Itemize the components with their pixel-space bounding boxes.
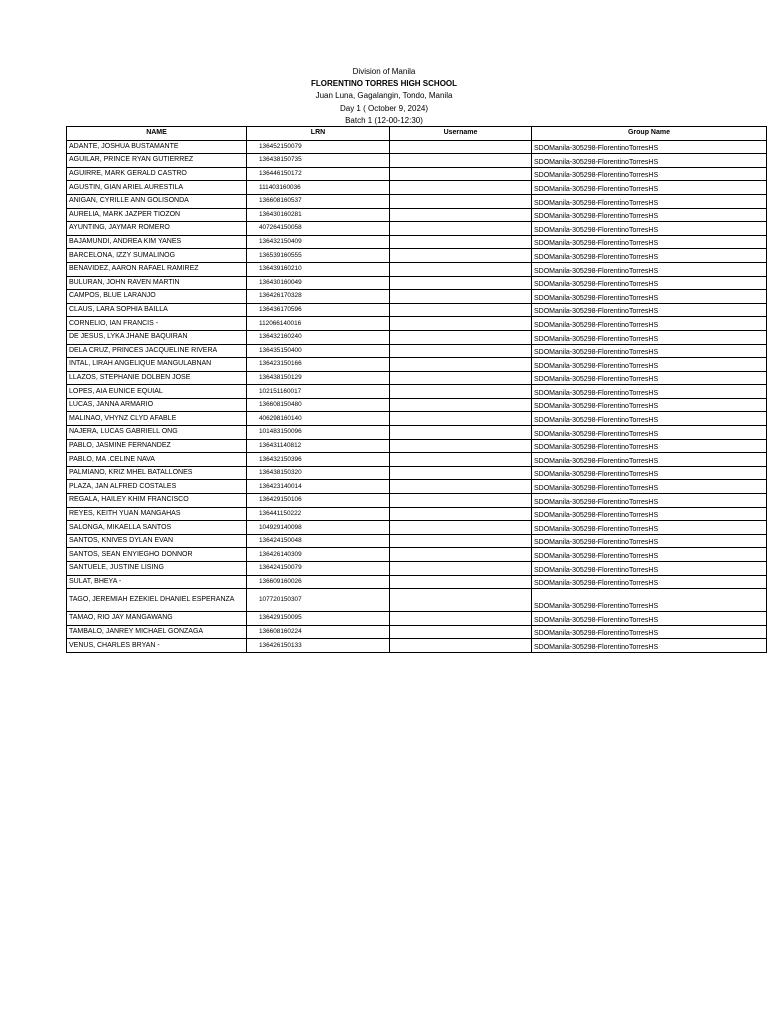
- table-row: [67, 330, 767, 344]
- table-row: [67, 317, 767, 331]
- lrn-cell: 102151160017: [247, 385, 390, 399]
- table-header-row: [67, 127, 767, 141]
- group-name-cell: SDOManila-305298-FlorentinoTorresHS: [532, 398, 767, 412]
- name-cell: PALMIANO, KRIZ MHEL BATALLONES: [67, 466, 247, 480]
- name-cell: ADANTE, JOSHUA BUSTAMANTE: [67, 140, 247, 154]
- name-cell: BENAVIDEZ, AARON RAFAEL RAMIREZ: [67, 262, 247, 276]
- username-cell: [390, 466, 532, 480]
- group-name-cell: SDOManila-305298-FlorentinoTorresHS: [532, 222, 767, 236]
- username-cell: [390, 194, 532, 208]
- username-cell: [390, 639, 532, 653]
- table-row: [67, 181, 767, 195]
- table-row: [67, 371, 767, 385]
- group-name-cell: SDOManila-305298-FlorentinoTorresHS: [532, 371, 767, 385]
- lrn-cell: 136423140014: [247, 480, 390, 494]
- group-name-cell: SDOManila-305298-FlorentinoTorresHS: [532, 426, 767, 440]
- username-cell: [390, 358, 532, 372]
- table-row: [67, 453, 767, 467]
- table-body: [67, 140, 767, 652]
- username-cell: [390, 344, 532, 358]
- lrn-cell: 136608150480: [247, 398, 390, 412]
- lrn-cell: 107720150307: [247, 589, 390, 612]
- lrn-cell: 136608160537: [247, 194, 390, 208]
- lrn-cell: 136432150409: [247, 235, 390, 249]
- lrn-cell: 101483150096: [247, 426, 390, 440]
- name-cell: TAMBALO, JANREY MICHAEL GONZAGA: [67, 625, 247, 639]
- name-cell: LUCAS, JANNA ARMARIO: [67, 398, 247, 412]
- username-cell: [390, 534, 532, 548]
- lrn-cell: 136446150172: [247, 167, 390, 181]
- table-row: [67, 154, 767, 168]
- name-cell: REGALA, HAILEY KHIM FRANCISCO: [67, 494, 247, 508]
- lrn-cell: 136431140812: [247, 439, 390, 453]
- group-name-cell: SDOManila-305298-FlorentinoTorresHS: [532, 534, 767, 548]
- group-name-cell: SDOManila-305298-FlorentinoTorresHS: [532, 480, 767, 494]
- table-row: [67, 589, 767, 612]
- group-name-cell: SDOManila-305298-FlorentinoTorresHS: [532, 276, 767, 290]
- group-name-cell: SDOManila-305298-FlorentinoTorresHS: [532, 385, 767, 399]
- table-row: [67, 194, 767, 208]
- name-cell: BARCELONA, IZZY SUMALINOG: [67, 249, 247, 263]
- division-title: Division of Manila: [352, 67, 416, 76]
- batch-label: Batch 1 (12-00-12:30): [345, 115, 423, 125]
- name-cell: SANTOS, SEAN ENYIEGHO DONNOR: [67, 548, 247, 562]
- username-cell: [390, 439, 532, 453]
- group-name-cell: SDOManila-305298-FlorentinoTorresHS: [532, 194, 767, 208]
- group-name-cell: SDOManila-305298-FlorentinoTorresHS: [532, 466, 767, 480]
- group-name-cell: SDOManila-305298-FlorentinoTorresHS: [532, 303, 767, 317]
- name-cell: DELA CRUZ, PRINCES JACQUELINE RIVERA: [67, 344, 247, 358]
- username-cell: [390, 589, 532, 612]
- name-cell: VENUS, CHARLES BRYAN -: [67, 639, 247, 653]
- lrn-cell: 136430160049: [247, 276, 390, 290]
- group-name-cell: SDOManila-305298-FlorentinoTorresHS: [532, 625, 767, 639]
- username-cell: [390, 453, 532, 467]
- lrn-cell: 136426150133: [247, 639, 390, 653]
- username-cell: [390, 507, 532, 521]
- username-cell: [390, 303, 532, 317]
- lrn-cell: 136608160224: [247, 625, 390, 639]
- lrn-cell: 136539160555: [247, 249, 390, 263]
- name-cell: SULAT, BHEYA -: [67, 575, 247, 589]
- group-name-cell: SDOManila-305298-FlorentinoTorresHS: [532, 575, 767, 589]
- username-cell: [390, 398, 532, 412]
- lrn-cell: 136432160240: [247, 330, 390, 344]
- name-cell: PABLO, MA .CELINE NAVA: [67, 453, 247, 467]
- username-cell: [390, 317, 532, 331]
- lrn-cell: 136426170328: [247, 290, 390, 304]
- name-cell: DE JESUS, LYKA JHANE BAQUIRAN: [67, 330, 247, 344]
- lrn-cell: 136609160026: [247, 575, 390, 589]
- username-cell: [390, 154, 532, 168]
- document-header: [0, 66, 768, 127]
- username-cell: [390, 222, 532, 236]
- lrn-cell: 136423150166: [247, 358, 390, 372]
- school-name: FLORENTINO TORRES HIGH SCHOOL: [310, 79, 458, 89]
- lrn-cell: 136439160210: [247, 262, 390, 276]
- lrn-cell: 104929140098: [247, 521, 390, 535]
- table-row: [67, 507, 767, 521]
- column-header-name: NAME: [67, 127, 247, 141]
- username-cell: [390, 235, 532, 249]
- name-cell: AURELIA, MARK JAZPER TIOZON: [67, 208, 247, 222]
- name-cell: ANIGAN, CYRILLE ANN GOLISONDA: [67, 194, 247, 208]
- table-row: [67, 235, 767, 249]
- column-header-lrn: LRN: [247, 127, 390, 141]
- lrn-cell: 136432150396: [247, 453, 390, 467]
- name-cell: LOPES, AIA EUNICE EQUIAL: [67, 385, 247, 399]
- lrn-cell: 136424150079: [247, 562, 390, 576]
- table-row: [67, 412, 767, 426]
- username-cell: [390, 167, 532, 181]
- username-cell: [390, 521, 532, 535]
- table-row: [67, 612, 767, 626]
- name-cell: PABLO, JASMINE FERNANDEZ: [67, 439, 247, 453]
- table-row: [67, 466, 767, 480]
- group-name-cell: SDOManila-305298-FlorentinoTorresHS: [532, 140, 767, 154]
- table-row: [67, 562, 767, 576]
- username-cell: [390, 140, 532, 154]
- username-cell: [390, 181, 532, 195]
- group-name-cell: SDOManila-305298-FlorentinoTorresHS: [532, 290, 767, 304]
- lrn-cell: 406298160140: [247, 412, 390, 426]
- lrn-cell: 112066140016: [247, 317, 390, 331]
- group-name-cell: SDOManila-305298-FlorentinoTorresHS: [532, 521, 767, 535]
- table-row: [67, 534, 767, 548]
- username-cell: [390, 385, 532, 399]
- group-name-cell: SDOManila-305298-FlorentinoTorresHS: [532, 494, 767, 508]
- username-cell: [390, 249, 532, 263]
- group-name-cell: SDOManila-305298-FlorentinoTorresHS: [532, 181, 767, 195]
- student-table: [66, 126, 767, 653]
- name-cell: AYUNTING, JAYMAR ROMERO: [67, 222, 247, 236]
- table-row: [67, 575, 767, 589]
- table-row: [67, 208, 767, 222]
- group-name-cell: SDOManila-305298-FlorentinoTorresHS: [532, 507, 767, 521]
- table-row: [67, 140, 767, 154]
- name-cell: MALINAO, VHYNZ CLYD AFABLE: [67, 412, 247, 426]
- lrn-cell: 136452150079: [247, 140, 390, 154]
- username-cell: [390, 562, 532, 576]
- group-name-cell: SDOManila-305298-FlorentinoTorresHS: [532, 249, 767, 263]
- group-name-cell: SDOManila-305298-FlorentinoTorresHS: [532, 453, 767, 467]
- name-cell: SALONGA, MIKAELLA SANTOS: [67, 521, 247, 535]
- table-row: [67, 439, 767, 453]
- day-label: Day 1 ( October 9, 2024): [339, 103, 429, 113]
- lrn-cell: 136438150320: [247, 466, 390, 480]
- group-name-cell: SDOManila-305298-FlorentinoTorresHS: [532, 548, 767, 562]
- group-name-cell: SDOManila-305298-FlorentinoTorresHS: [532, 154, 767, 168]
- group-name-cell: SDOManila-305298-FlorentinoTorresHS: [532, 317, 767, 331]
- group-name-cell: SDOManila-305298-FlorentinoTorresHS: [532, 562, 767, 576]
- lrn-cell: 136426140309: [247, 548, 390, 562]
- group-name-cell: SDOManila-305298-FlorentinoTorresHS: [532, 358, 767, 372]
- name-cell: AGUIRRE, MARK GERALD CASTRO: [67, 167, 247, 181]
- table-row: [67, 249, 767, 263]
- table-row: [67, 494, 767, 508]
- lrn-cell: 136430160281: [247, 208, 390, 222]
- group-name-cell: SDOManila-305298-FlorentinoTorresHS: [532, 344, 767, 358]
- lrn-cell: 136429150106: [247, 494, 390, 508]
- table-row: [67, 639, 767, 653]
- name-cell: LLAZOS, STEPHANIE DOLBEN JOSE: [67, 371, 247, 385]
- table-row: [67, 625, 767, 639]
- username-cell: [390, 575, 532, 589]
- username-cell: [390, 548, 532, 562]
- table-row: [67, 521, 767, 535]
- lrn-cell: 136441150222: [247, 507, 390, 521]
- lrn-cell: 407264150058: [247, 222, 390, 236]
- username-cell: [390, 426, 532, 440]
- table-row: [67, 167, 767, 181]
- table-row: [67, 262, 767, 276]
- name-cell: BAJAMUNDI, ANDREA KIM YANES: [67, 235, 247, 249]
- lrn-cell: 111403160036: [247, 181, 390, 195]
- username-cell: [390, 208, 532, 222]
- table-row: [67, 303, 767, 317]
- name-cell: NAJERA, LUCAS GABRIELL ONG: [67, 426, 247, 440]
- name-cell: CAMPOS, BLUE LARANJO: [67, 290, 247, 304]
- name-cell: REYES, KEITH YUAN MANGAHAS: [67, 507, 247, 521]
- username-cell: [390, 276, 532, 290]
- group-name-cell: SDOManila-305298-FlorentinoTorresHS: [532, 589, 767, 612]
- table-row: [67, 426, 767, 440]
- column-header-username: Username: [390, 127, 532, 141]
- username-cell: [390, 480, 532, 494]
- name-cell: PLAZA, JAN ALFRED COSTALES: [67, 480, 247, 494]
- table-row: [67, 222, 767, 236]
- username-cell: [390, 330, 532, 344]
- table-row: [67, 276, 767, 290]
- lrn-cell: 136424150048: [247, 534, 390, 548]
- lrn-cell: 136438150129: [247, 371, 390, 385]
- school-address: Juan Luna, Gagalangin, Tondo, Manila: [315, 91, 453, 101]
- lrn-cell: 136436170596: [247, 303, 390, 317]
- group-name-cell: SDOManila-305298-FlorentinoTorresHS: [532, 330, 767, 344]
- lrn-cell: 136429150095: [247, 612, 390, 626]
- name-cell: SANTUELE, JUSTINE LISING: [67, 562, 247, 576]
- username-cell: [390, 412, 532, 426]
- table-row: [67, 358, 767, 372]
- name-cell: TAMAO, RIO JAY MANGAWANG: [67, 612, 247, 626]
- group-name-cell: SDOManila-305298-FlorentinoTorresHS: [532, 167, 767, 181]
- group-name-cell: SDOManila-305298-FlorentinoTorresHS: [532, 208, 767, 222]
- group-name-cell: SDOManila-305298-FlorentinoTorresHS: [532, 235, 767, 249]
- table-row: [67, 385, 767, 399]
- lrn-cell: 136438150735: [247, 154, 390, 168]
- table-row: [67, 344, 767, 358]
- username-cell: [390, 494, 532, 508]
- name-cell: AGUILAR, PRINCE RYAN GUTIERREZ: [67, 154, 247, 168]
- group-name-cell: SDOManila-305298-FlorentinoTorresHS: [532, 612, 767, 626]
- column-header-group-name: Group Name: [532, 127, 767, 141]
- name-cell: INTAL, LIRAH ANGELIQUE MANGULABNAN: [67, 358, 247, 372]
- group-name-cell: SDOManila-305298-FlorentinoTorresHS: [532, 639, 767, 653]
- username-cell: [390, 625, 532, 639]
- username-cell: [390, 262, 532, 276]
- username-cell: [390, 290, 532, 304]
- username-cell: [390, 612, 532, 626]
- lrn-cell: 136435150400: [247, 344, 390, 358]
- table-row: [67, 480, 767, 494]
- username-cell: [390, 371, 532, 385]
- table-row: [67, 398, 767, 412]
- group-name-cell: SDOManila-305298-FlorentinoTorresHS: [532, 439, 767, 453]
- group-name-cell: SDOManila-305298-FlorentinoTorresHS: [532, 262, 767, 276]
- name-cell: CLAUS, LARA SOPHIA BAILLA: [67, 303, 247, 317]
- name-cell: TAGO, JEREMIAH EZEKIEL DHANIEL ESPERANZA: [67, 589, 247, 612]
- name-cell: SANTOS, KNIVES DYLAN EVAN: [67, 534, 247, 548]
- group-name-cell: SDOManila-305298-FlorentinoTorresHS: [532, 412, 767, 426]
- table-row: [67, 290, 767, 304]
- name-cell: BULURAN, JOHN RAVEN MARTIN: [67, 276, 247, 290]
- name-cell: CORNELIO, IAN FRANCIS -: [67, 317, 247, 331]
- table-row: [67, 548, 767, 562]
- name-cell: AGUSTIN, GIAN ARIEL AURESTILA: [67, 181, 247, 195]
